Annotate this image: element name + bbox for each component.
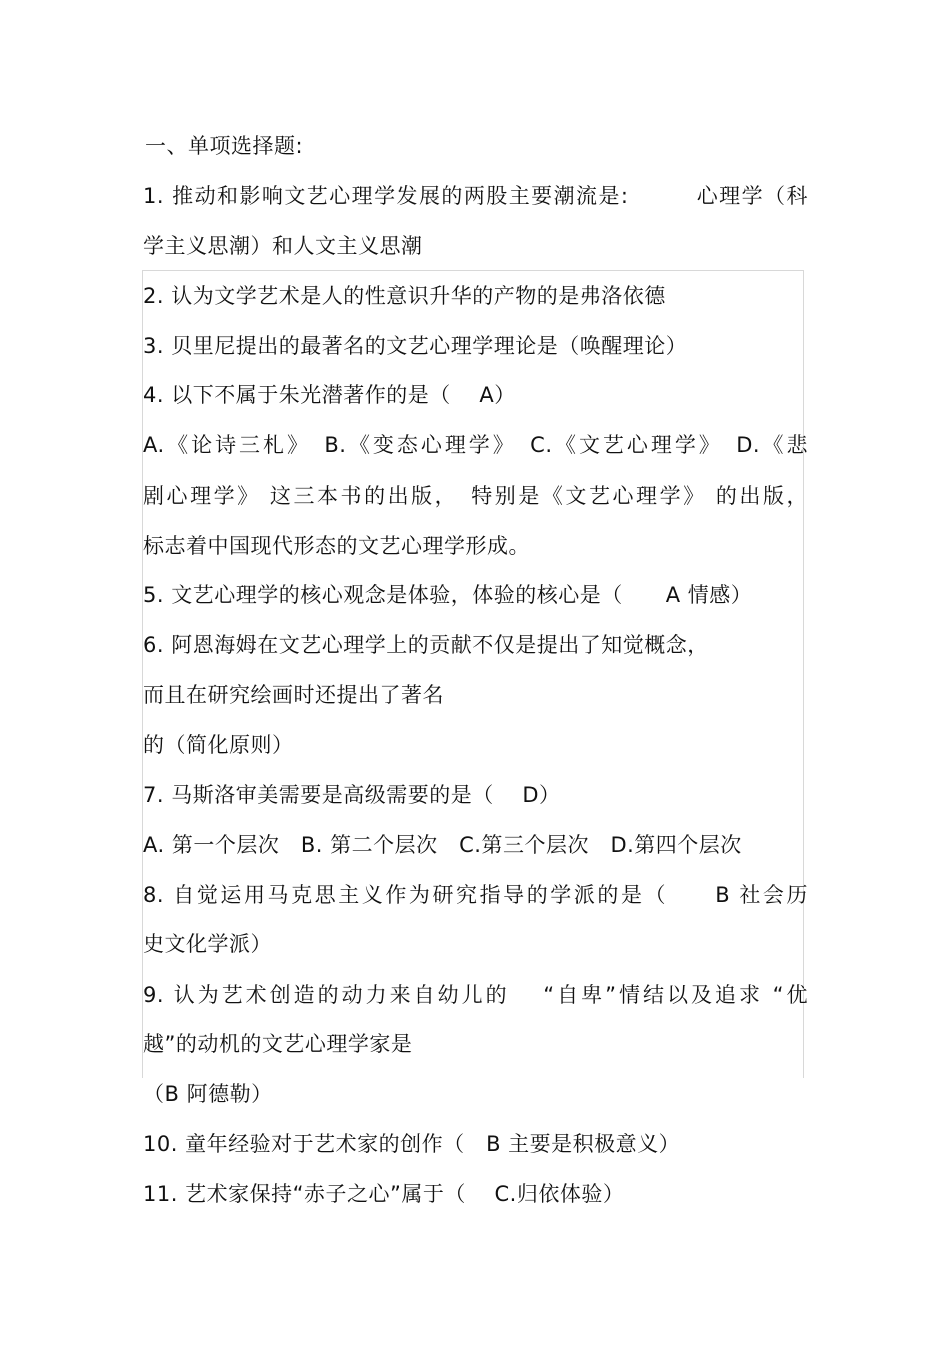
question-8-line-2: 史文化学派） bbox=[143, 932, 272, 956]
question-10: 10. 童年经验对于艺术家的创作（ B 主要是积极意义） bbox=[143, 1132, 681, 1156]
question-6-line-2: 而且在研究绘画时还提出了著名 bbox=[143, 683, 444, 707]
section-heading: 一、单项选择题: bbox=[145, 134, 304, 158]
question-7-options: A. 第一个层次 B. 第二个层次 C.第三个层次 D.第四个层次 bbox=[143, 833, 742, 857]
question-9-answer: （B 阿德勒） bbox=[143, 1082, 273, 1106]
question-9-line-1: 9. 认为艺术创造的动力来自幼儿的 “自卑”情结以及追求 “优 bbox=[143, 983, 808, 1007]
question-8-line-1: 8. 自觉运用马克思主义作为研究指导的学派的是（ B 社会历 bbox=[143, 883, 808, 907]
question-4-note-line-1: 剧心理学》 这三本书的出版， 特别是《文艺心理学》 的出版， bbox=[143, 484, 808, 508]
question-9-line-2: 越”的动机的文艺心理学家是 bbox=[143, 1032, 413, 1056]
question-2: 2. 认为文学艺术是人的性意识升华的产物的是弗洛依德 bbox=[143, 284, 666, 308]
question-1-line-2: 学主义思潮）和人文主义思潮 bbox=[143, 234, 423, 258]
question-7: 7. 马斯洛审美需要是高级需要的是（ D） bbox=[143, 783, 561, 807]
question-11: 11. 艺术家保持“赤子之心”属于（ C.归依体验） bbox=[143, 1182, 625, 1206]
question-6-line-3: 的（简化原则） bbox=[143, 733, 294, 757]
question-6-line-1: 6. 阿恩海姆在文艺心理学上的贡献不仅是提出了知觉概念， bbox=[143, 633, 709, 657]
question-5: 5. 文艺心理学的核心观念是体验，体验的核心是（ A 情感） bbox=[143, 583, 753, 607]
question-4: 4. 以下不属于朱光潜著作的是（ A） bbox=[143, 383, 516, 407]
question-4-options: A.《论诗三札》 B.《变态心理学》 C.《文艺心理学》 D.《悲 bbox=[143, 433, 808, 457]
question-3: 3. 贝里尼提出的最著名的文艺心理学理论是（唤醒理论） bbox=[143, 334, 688, 358]
question-4-note-line-2: 标志着中国现代形态的文艺心理学形成。 bbox=[143, 534, 530, 558]
question-1-line-1: 1. 推动和影响文艺心理学发展的两股主要潮流是: 心理学（科 bbox=[143, 184, 808, 208]
